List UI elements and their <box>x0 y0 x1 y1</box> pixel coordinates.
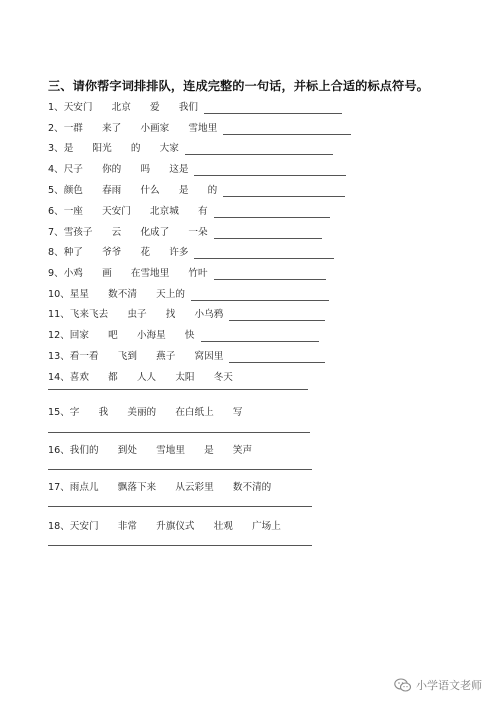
list-item <box>48 185 345 197</box>
list-item <box>48 445 252 457</box>
item-words: 16、我们的 到处 雪地里 是 笑声 <box>48 445 253 456</box>
answer-blank[interactable] <box>191 290 329 301</box>
list-item <box>48 372 233 384</box>
list-item <box>48 330 319 342</box>
answer-blank[interactable] <box>223 124 351 135</box>
list-item <box>48 206 330 218</box>
item-words: 8、种了 爷爷 花 许多 <box>48 247 189 258</box>
list-item <box>48 227 322 239</box>
watermark-text: 小学语文老师 <box>416 679 482 692</box>
item-words: 11、飞来飞去 虫子 找 小乌鸦 <box>48 309 224 320</box>
answer-blank[interactable] <box>185 144 333 155</box>
list-item <box>48 351 325 363</box>
item-words: 13、看一看 飞到 燕子 窝因里 <box>48 351 224 362</box>
item-words: 3、是 阳光 的 大家 <box>48 143 179 154</box>
item-words: 7、雪孩子 云 化成了 一朵 <box>48 227 208 238</box>
answer-blank[interactable] <box>48 545 312 546</box>
item-words: 4、尺子 你的 吗 这是 <box>48 164 189 175</box>
answer-blank[interactable] <box>229 352 325 363</box>
item-words: 6、一座 天安门 北京城 有 <box>48 206 208 217</box>
answer-blank[interactable] <box>214 269 326 280</box>
list-item <box>48 407 243 419</box>
item-words: 10、星星 数不清 天上的 <box>48 289 185 300</box>
item-words: 1、天安门 北京 爱 我们 <box>48 102 199 113</box>
answer-blank[interactable] <box>48 389 308 390</box>
list-item <box>48 247 334 259</box>
watermark <box>394 677 482 693</box>
list-item <box>48 482 271 494</box>
list-item <box>48 123 351 135</box>
item-words: 9、小鸡 画 在雪地里 竹叶 <box>48 268 208 279</box>
item-words: 2、一群 来了 小画家 雪地里 <box>48 123 218 134</box>
list-item <box>48 309 325 321</box>
answer-blank[interactable] <box>229 310 325 321</box>
list-item <box>48 521 281 533</box>
item-words: 5、颜色 春雨 什么 是 的 <box>48 185 218 196</box>
list-item <box>48 268 326 280</box>
item-words: 14、喜欢 都 人人 太阳 冬天 <box>48 372 233 383</box>
wechat-icon <box>394 678 412 693</box>
list-item <box>48 164 346 176</box>
answer-blank[interactable] <box>201 331 319 342</box>
answer-blank[interactable] <box>48 506 312 507</box>
section-heading: 三、请你帮字词排排队，连成完整的一句话，并标上合适的标点符号。 <box>48 79 429 93</box>
item-words: 18、天安门 非常 升旗仪式 壮观 广场上 <box>48 521 281 532</box>
answer-blank[interactable] <box>48 432 310 433</box>
answer-blank[interactable] <box>194 248 334 259</box>
item-words: 17、雨点儿 飘落下来 从云彩里 数不清的 <box>48 482 272 493</box>
answer-blank[interactable] <box>48 469 312 470</box>
answer-blank[interactable] <box>223 186 345 197</box>
list-item <box>48 289 329 301</box>
item-words: 15、字 我 美丽的 在白纸上 写 <box>48 407 243 418</box>
item-words: 12、回家 吧 小海星 快 <box>48 330 195 341</box>
list-item <box>48 102 342 114</box>
answer-blank[interactable] <box>214 228 322 239</box>
list-item <box>48 143 333 155</box>
answer-blank[interactable] <box>214 207 330 218</box>
answer-blank[interactable] <box>204 103 342 114</box>
answer-blank[interactable] <box>194 165 346 176</box>
